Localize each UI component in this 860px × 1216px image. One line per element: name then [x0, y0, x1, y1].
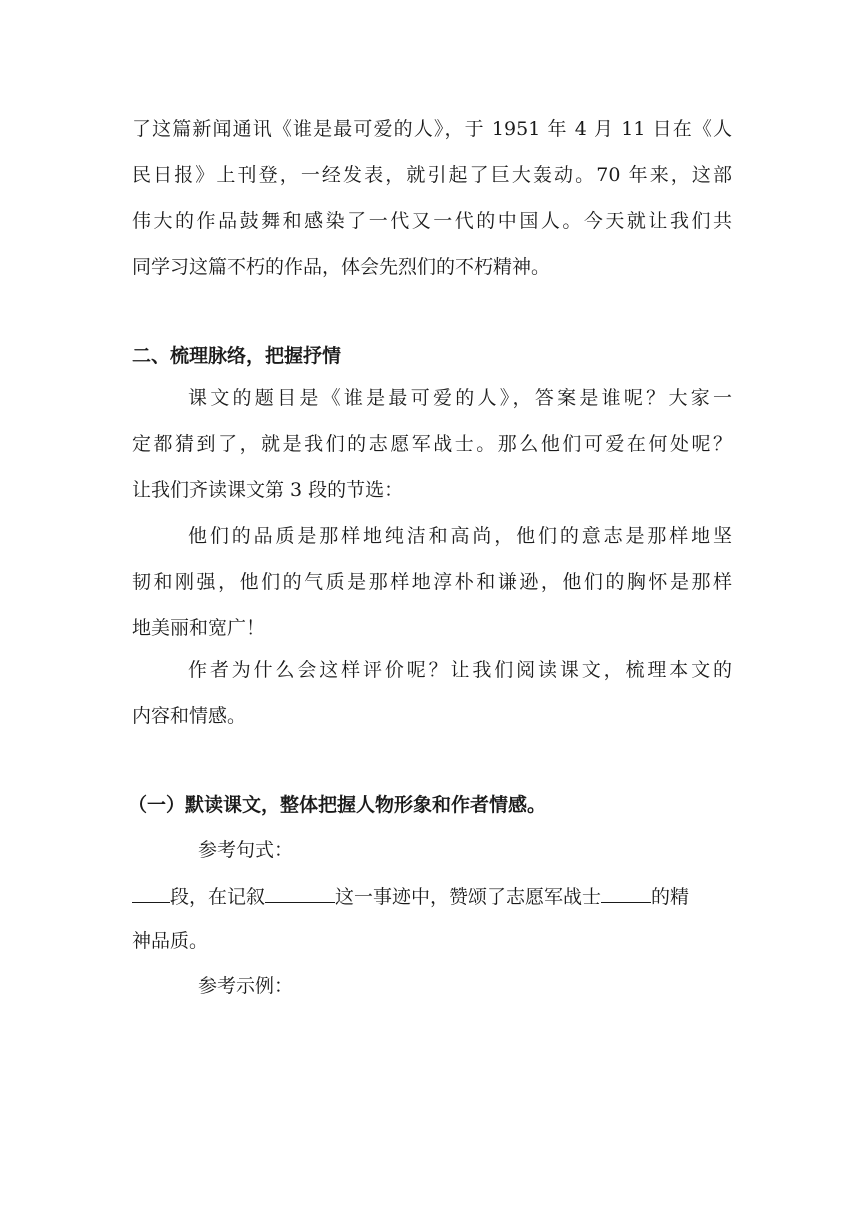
pattern-part-1: 段，在记叙 — [170, 886, 266, 908]
section-two-heading: 二、梳理脉络，把握抒情 — [132, 345, 342, 367]
blank-segment-number[interactable] — [132, 882, 170, 903]
sentence-pattern-label: 参考句式： — [198, 839, 294, 861]
example-label: 参考示例： — [198, 975, 294, 997]
intro-line-3: 伟大的作品鼓舞和感染了一代又一代的中国人。今天就让我们共 — [132, 210, 732, 232]
fill-blank-pattern — [132, 882, 732, 908]
followup-line-2: 内容和情感。 — [132, 705, 247, 727]
blank-quality[interactable] — [601, 882, 651, 903]
pattern-line-2: 神品质。 — [132, 930, 209, 952]
quote-line-1: 他们的品质是那样地纯洁和高尚，他们的意志是那样地坚 — [188, 525, 732, 547]
intro-line-2: 民日报》上刊登，一经发表，就引起了巨大轰动。70 年来，这部 — [132, 164, 732, 186]
intro-line-1: 了这篇新闻通讯《谁是最可爱的人》，于 1951 年 4 月 11 日在《人 — [132, 118, 732, 140]
question-line-3: 让我们齐读课文第 3 段的节选： — [132, 479, 404, 501]
followup-line-1: 作者为什么会这样评价呢？让我们阅读课文，梳理本文的 — [188, 659, 732, 681]
pattern-part-2: 这一事迹中，赞颂了志愿军战士 — [335, 886, 602, 908]
question-line-1: 课文的题目是《谁是最可爱的人》，答案是谁呢？大家一 — [188, 387, 732, 409]
question-line-2: 定都猜到了，就是我们的志愿军战士。那么他们可爱在何处呢？ — [132, 433, 732, 455]
blank-event[interactable] — [265, 882, 335, 903]
quote-line-2: 韧和刚强，他们的气质是那样地淳朴和谦逊，他们的胸怀是那样 — [132, 571, 732, 593]
intro-line-4: 同学习这篇不朽的作品，体会先烈们的不朽精神。 — [132, 256, 551, 278]
subsection-one-heading: （一）默读课文，整体把握人物形象和作者情感。 — [128, 794, 547, 816]
quote-line-3: 地美丽和宽广！ — [132, 617, 266, 639]
pattern-part-3: 的精 — [651, 886, 690, 908]
